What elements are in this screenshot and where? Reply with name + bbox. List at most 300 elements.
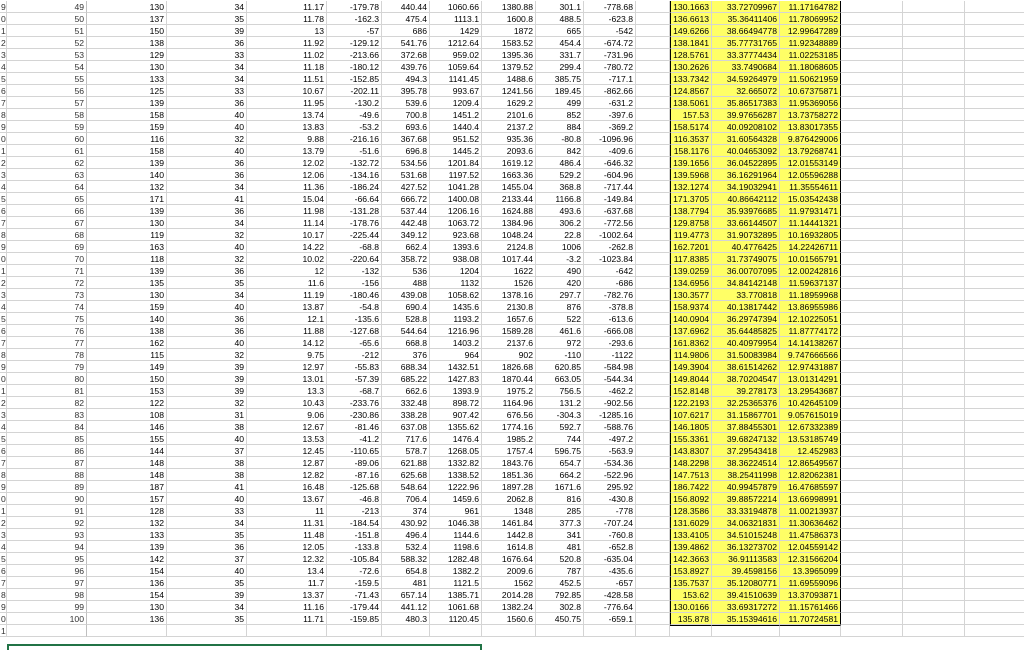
data-cell[interactable]: 36 [167,169,247,181]
data-cell[interactable]: 148 [87,469,167,481]
empty-cell[interactable] [965,325,1024,337]
data-cell[interactable]: -717.1 [584,73,636,85]
data-cell[interactable]: 341 [536,529,584,541]
computed-cell[interactable]: 139.4862 [670,541,712,553]
data-cell[interactable]: 1622 [482,265,536,277]
row-header[interactable]: 99 [7,601,87,613]
data-cell[interactable]: -435.6 [584,565,636,577]
empty-cell[interactable] [636,409,670,421]
data-cell[interactable]: -522.96 [584,469,636,481]
data-cell[interactable]: -68.8 [327,241,382,253]
data-cell[interactable]: 11.51 [247,73,327,85]
data-cell[interactable]: 13.01 [247,373,327,385]
data-cell[interactable]: 37 [167,553,247,565]
row-header[interactable]: 86 [7,445,87,457]
data-cell[interactable]: 13.87 [247,301,327,313]
computed-cell[interactable]: 153.62 [670,589,712,601]
data-cell[interactable]: 11.78 [247,13,327,25]
empty-cell[interactable] [903,337,965,349]
data-cell[interactable]: -613.6 [584,313,636,325]
data-cell[interactable]: 1017.44 [482,253,536,265]
computed-cell[interactable]: 11.97931471 [780,205,841,217]
data-cell[interactable]: 140 [87,313,167,325]
empty-cell[interactable] [965,373,1024,385]
data-cell[interactable]: 12.87 [247,457,327,469]
computed-cell[interactable]: 32.665072 [712,85,780,97]
empty-cell[interactable] [636,157,670,169]
computed-cell[interactable]: 33.66144507 [712,217,780,229]
data-cell[interactable]: 1432.51 [430,361,482,373]
data-cell[interactable] [584,625,636,637]
row-header[interactable]: 51 [7,25,87,37]
empty-cell[interactable] [903,121,965,133]
data-cell[interactable]: -131.28 [327,205,382,217]
data-cell[interactable]: -862.66 [584,85,636,97]
empty-cell[interactable] [636,301,670,313]
data-cell[interactable]: 1384.96 [482,217,536,229]
data-cell[interactable]: 132 [87,517,167,529]
data-cell[interactable]: 159 [87,121,167,133]
data-cell[interactable]: -659.1 [584,613,636,625]
data-cell[interactable]: -49.6 [327,109,382,121]
empty-cell[interactable] [841,37,903,49]
empty-cell[interactable] [636,193,670,205]
data-cell[interactable]: 33 [167,505,247,517]
empty-cell[interactable] [903,349,965,361]
data-cell[interactable]: 1378.16 [482,289,536,301]
empty-cell[interactable] [841,589,903,601]
data-cell[interactable]: 129 [87,49,167,61]
data-cell[interactable]: -135.6 [327,313,382,325]
computed-cell[interactable]: 128.5761 [670,49,712,61]
computed-cell[interactable]: 132.1274 [670,181,712,193]
data-cell[interactable]: 420 [536,277,584,289]
data-cell[interactable] [167,625,247,637]
empty-cell[interactable] [903,97,965,109]
data-cell[interactable] [482,625,536,637]
empty-cell[interactable] [965,625,1024,637]
data-cell[interactable]: 11.17 [247,1,327,13]
empty-cell[interactable] [903,469,965,481]
empty-cell[interactable] [636,73,670,85]
computed-cell[interactable]: 152.8148 [670,385,712,397]
data-cell[interactable]: 154 [87,589,167,601]
data-cell[interactable]: 137 [87,13,167,25]
data-cell[interactable]: 32 [167,349,247,361]
data-cell[interactable]: 1382.2 [430,565,482,577]
empty-cell[interactable] [636,481,670,493]
empty-cell[interactable] [841,229,903,241]
data-cell[interactable]: -635.04 [584,553,636,565]
empty-cell[interactable] [965,493,1024,505]
data-cell[interactable]: 385.75 [536,73,584,85]
data-cell[interactable]: 488 [382,277,430,289]
data-cell[interactable]: -132.72 [327,157,382,169]
data-cell[interactable]: 690.4 [382,301,430,313]
computed-cell[interactable]: 143.8307 [670,445,712,457]
computed-cell[interactable]: 40.13817442 [712,301,780,313]
data-cell[interactable]: -563.9 [584,445,636,457]
empty-cell[interactable] [636,361,670,373]
data-cell[interactable]: -213 [327,505,382,517]
data-cell[interactable]: -71.43 [327,589,382,601]
data-cell[interactable]: 548.64 [382,481,430,493]
data-cell[interactable]: 155 [87,433,167,445]
row-header[interactable]: 67 [7,217,87,229]
data-cell[interactable]: 1193.2 [430,313,482,325]
row-header[interactable]: 95 [7,553,87,565]
computed-cell[interactable]: 117.8385 [670,253,712,265]
data-cell[interactable]: -631.2 [584,97,636,109]
row-header[interactable]: 90 [7,493,87,505]
row-header[interactable]: 55 [7,73,87,85]
data-cell[interactable]: 150 [87,25,167,37]
data-cell[interactable]: -772.56 [584,217,636,229]
computed-cell[interactable]: 40.09208102 [712,121,780,133]
empty-cell[interactable] [636,217,670,229]
data-cell[interactable]: 13.79 [247,145,327,157]
computed-cell[interactable]: 133.4105 [670,529,712,541]
empty-cell[interactable] [841,577,903,589]
data-cell[interactable]: 876 [536,301,584,313]
data-cell[interactable]: -179.78 [327,1,382,13]
data-cell[interactable]: 1476.4 [430,433,482,445]
data-cell[interactable]: 490 [536,265,584,277]
computed-cell[interactable]: 33.770818 [712,289,780,301]
data-cell[interactable]: -776.64 [584,601,636,613]
empty-cell[interactable] [903,385,965,397]
computed-cell[interactable]: 11.18068605 [780,61,841,73]
computed-cell[interactable]: 35.36411406 [712,13,780,25]
data-cell[interactable]: 441.12 [382,601,430,613]
data-cell[interactable]: -57 [327,25,382,37]
computed-cell[interactable]: 9.057615019 [780,409,841,421]
data-cell[interactable]: 541.76 [382,37,430,49]
row-header[interactable]: 75 [7,313,87,325]
data-cell[interactable]: 159 [87,301,167,313]
data-cell[interactable]: 696.8 [382,145,430,157]
data-cell[interactable]: 395.78 [382,85,430,97]
row-header[interactable]: 56 [7,85,87,97]
computed-cell[interactable]: 36.16291964 [712,169,780,181]
computed-cell[interactable]: 33.72709967 [712,1,780,13]
empty-cell[interactable] [965,37,1024,49]
data-cell[interactable]: 33 [167,49,247,61]
data-cell[interactable]: -212 [327,349,382,361]
data-cell[interactable]: 34 [167,73,247,85]
computed-cell[interactable]: 16.47685597 [780,481,841,493]
data-cell[interactable]: 36 [167,157,247,169]
data-cell[interactable]: 11.98 [247,205,327,217]
row-header[interactable]: 50 [7,13,87,25]
data-cell[interactable]: 11.88 [247,325,327,337]
data-cell[interactable]: 40 [167,433,247,445]
row-header[interactable]: 88 [7,469,87,481]
data-cell[interactable]: -72.6 [327,565,382,577]
data-cell[interactable]: -55.83 [327,361,382,373]
empty-cell[interactable] [841,73,903,85]
data-cell[interactable]: 1197.52 [430,169,482,181]
data-cell[interactable]: 144 [87,445,167,457]
data-cell[interactable]: -46.8 [327,493,382,505]
data-cell[interactable]: -642 [584,265,636,277]
computed-cell[interactable]: 119.4773 [670,229,712,241]
empty-cell[interactable] [965,481,1024,493]
data-cell[interactable]: -1285.16 [584,409,636,421]
empty-cell[interactable] [636,577,670,589]
empty-cell[interactable] [965,121,1024,133]
data-cell[interactable]: -584.98 [584,361,636,373]
row-header[interactable]: 53 [7,49,87,61]
row-header[interactable]: 60 [7,133,87,145]
data-cell[interactable]: 1975.2 [482,385,536,397]
data-cell[interactable]: 959.02 [430,49,482,61]
data-cell[interactable]: -81.46 [327,421,382,433]
computed-cell[interactable]: 10.42645109 [780,397,841,409]
empty-cell[interactable] [903,229,965,241]
computed-cell[interactable] [712,625,780,637]
data-cell[interactable]: -105.84 [327,553,382,565]
data-cell[interactable]: 139 [87,541,167,553]
computed-cell[interactable]: 11.95369056 [780,97,841,109]
data-cell[interactable]: 130 [87,217,167,229]
data-cell[interactable]: 39 [167,589,247,601]
data-cell[interactable]: 1201.84 [430,157,482,169]
computed-cell[interactable]: 13.79268741 [780,145,841,157]
data-cell[interactable]: 665 [536,25,584,37]
data-cell[interactable]: 12.05 [247,541,327,553]
computed-cell[interactable]: 39.278173 [712,385,780,397]
empty-cell[interactable] [841,325,903,337]
empty-cell[interactable] [636,49,670,61]
row-header[interactable]: 97 [7,577,87,589]
data-cell[interactable]: 1872 [482,25,536,37]
computed-cell[interactable]: 38.70204547 [712,373,780,385]
computed-cell[interactable]: 153.8927 [670,565,712,577]
computed-cell[interactable]: 40.99457879 [712,481,780,493]
computed-cell[interactable]: 40.4776425 [712,241,780,253]
data-cell[interactable]: 11.48 [247,529,327,541]
empty-cell[interactable] [636,85,670,97]
data-cell[interactable]: 442.48 [382,217,430,229]
computed-cell[interactable]: 40.40979954 [712,337,780,349]
empty-cell[interactable] [841,337,903,349]
data-cell[interactable]: 592.7 [536,421,584,433]
data-cell[interactable]: 139 [87,157,167,169]
data-cell[interactable]: -51.6 [327,145,382,157]
data-cell[interactable]: 1212.64 [430,37,482,49]
data-cell[interactable]: 34 [167,1,247,13]
row-header[interactable]: 52 [7,37,87,49]
data-cell[interactable]: 38 [167,469,247,481]
empty-cell[interactable] [965,433,1024,445]
data-cell[interactable]: -1122 [584,349,636,361]
data-cell[interactable]: 138 [87,37,167,49]
data-cell[interactable]: 534.56 [382,157,430,169]
empty-cell[interactable] [965,529,1024,541]
data-cell[interactable]: 2009.6 [482,565,536,577]
empty-cell[interactable] [841,601,903,613]
computed-cell[interactable]: 10.16932805 [780,229,841,241]
data-cell[interactable]: 1332.82 [430,457,482,469]
data-cell[interactable]: 1348 [482,505,536,517]
data-cell[interactable]: 480.3 [382,613,430,625]
computed-cell[interactable]: 12.82062381 [780,469,841,481]
data-cell[interactable]: -304.3 [536,409,584,421]
computed-cell[interactable]: 31.90732895 [712,229,780,241]
row-header[interactable]: 61 [7,145,87,157]
data-cell[interactable]: 34 [167,289,247,301]
data-cell[interactable]: 12 [247,265,327,277]
data-cell[interactable]: -162.3 [327,13,382,25]
data-cell[interactable]: 32 [167,133,247,145]
computed-cell[interactable]: 11.17164782 [780,1,841,13]
empty-cell[interactable] [841,253,903,265]
computed-cell[interactable]: 11.87774172 [780,325,841,337]
data-cell[interactable]: 1488.6 [482,73,536,85]
data-cell[interactable]: 951.52 [430,133,482,145]
data-cell[interactable]: 16.48 [247,481,327,493]
data-cell[interactable]: 125 [87,85,167,97]
data-cell[interactable]: 1440.4 [430,121,482,133]
computed-cell[interactable]: 40.04653092 [712,145,780,157]
computed-cell[interactable]: 31.73749075 [712,253,780,265]
row-header[interactable]: 93 [7,529,87,541]
data-cell[interactable]: 376 [382,349,430,361]
data-cell[interactable]: 35 [167,529,247,541]
computed-cell[interactable]: 32.25365376 [712,397,780,409]
data-cell[interactable]: 116 [87,133,167,145]
data-cell[interactable]: -588.76 [584,421,636,433]
empty-cell[interactable] [903,157,965,169]
empty-cell[interactable] [903,529,965,541]
empty-cell[interactable] [636,457,670,469]
data-cell[interactable]: 36 [167,541,247,553]
computed-cell[interactable]: 11.70724581 [780,613,841,625]
empty-cell[interactable] [636,289,670,301]
data-cell[interactable]: -1096.96 [584,133,636,145]
data-cell[interactable]: 39 [167,385,247,397]
computed-cell[interactable]: 36.91113583 [712,553,780,565]
data-cell[interactable]: 654.8 [382,565,430,577]
data-cell[interactable]: 520.8 [536,553,584,565]
empty-cell[interactable] [636,61,670,73]
computed-cell[interactable]: 12.97431887 [780,361,841,373]
computed-cell[interactable]: 13.83017355 [780,121,841,133]
empty-cell[interactable] [965,1,1024,13]
data-cell[interactable]: 12.1 [247,313,327,325]
data-cell[interactable]: 349.12 [382,229,430,241]
empty-cell[interactable] [841,157,903,169]
computed-cell[interactable]: 138.5061 [670,97,712,109]
row-header[interactable]: 68 [7,229,87,241]
data-cell[interactable]: 494.3 [382,73,430,85]
data-cell[interactable]: -152.85 [327,73,382,85]
empty-cell[interactable] [636,145,670,157]
empty-cell[interactable] [903,37,965,49]
computed-cell[interactable]: 11.59637137 [780,277,841,289]
data-cell[interactable]: -707.24 [584,517,636,529]
data-cell[interactable]: 39 [167,25,247,37]
data-cell[interactable]: 295.92 [584,481,636,493]
data-cell[interactable]: 40 [167,301,247,313]
empty-cell[interactable] [636,385,670,397]
empty-cell[interactable] [841,421,903,433]
computed-cell[interactable]: 11.78069952 [780,13,841,25]
row-header[interactable]: 71 [7,265,87,277]
data-cell[interactable]: 1393.9 [430,385,482,397]
data-cell[interactable]: 676.56 [482,409,536,421]
data-cell[interactable]: -179.44 [327,601,382,613]
computed-cell[interactable]: 34.19032941 [712,181,780,193]
empty-cell[interactable] [903,373,965,385]
computed-cell[interactable]: 36.29747394 [712,313,780,325]
computed-cell[interactable]: 35.15394616 [712,613,780,625]
empty-cell[interactable] [965,97,1024,109]
data-cell[interactable]: 1774.16 [482,421,536,433]
data-cell[interactable]: -149.84 [584,193,636,205]
data-cell[interactable]: 1676.64 [482,553,536,565]
data-cell[interactable]: 756.5 [536,385,584,397]
data-cell[interactable]: 148 [87,457,167,469]
empty-cell[interactable] [903,409,965,421]
data-cell[interactable]: 461.6 [536,325,584,337]
computed-cell[interactable]: 149.3904 [670,361,712,373]
data-cell[interactable]: 13.83 [247,121,327,133]
data-cell[interactable]: 1851.36 [482,469,536,481]
data-cell[interactable]: -534.36 [584,457,636,469]
row-header[interactable]: 83 [7,409,87,421]
data-cell[interactable]: 13.37 [247,589,327,601]
row-header[interactable]: 100 [7,613,87,625]
empty-cell[interactable] [965,289,1024,301]
data-cell[interactable]: 13.3 [247,385,327,397]
empty-cell[interactable] [965,61,1024,73]
empty-cell[interactable] [841,193,903,205]
empty-cell[interactable] [841,205,903,217]
empty-cell[interactable] [965,265,1024,277]
empty-cell[interactable] [841,277,903,289]
empty-cell[interactable] [903,85,965,97]
computed-cell[interactable]: 31.15867701 [712,409,780,421]
empty-cell[interactable] [636,205,670,217]
empty-cell[interactable] [903,1,965,13]
empty-cell[interactable] [965,133,1024,145]
data-cell[interactable]: 481 [382,577,430,589]
empty-cell[interactable] [903,577,965,589]
data-cell[interactable]: 475.4 [382,13,430,25]
data-cell[interactable]: 662.4 [382,241,430,253]
data-cell[interactable]: 149 [87,361,167,373]
empty-cell[interactable] [841,109,903,121]
empty-cell[interactable] [965,457,1024,469]
row-header[interactable]: 69 [7,241,87,253]
data-cell[interactable]: 40 [167,109,247,121]
empty-cell[interactable] [903,253,965,265]
data-cell[interactable]: 154 [87,565,167,577]
data-cell[interactable]: -225.44 [327,229,382,241]
empty-cell[interactable] [841,313,903,325]
data-cell[interactable]: -731.96 [584,49,636,61]
data-cell[interactable]: -127.68 [327,325,382,337]
data-cell[interactable]: 38 [167,421,247,433]
computed-cell[interactable]: 33.37774434 [712,49,780,61]
computed-cell[interactable]: 158.5174 [670,121,712,133]
computed-cell[interactable]: 39.88572214 [712,493,780,505]
data-cell[interactable]: 36 [167,205,247,217]
data-cell[interactable]: 1562 [482,577,536,589]
data-cell[interactable] [247,625,327,637]
